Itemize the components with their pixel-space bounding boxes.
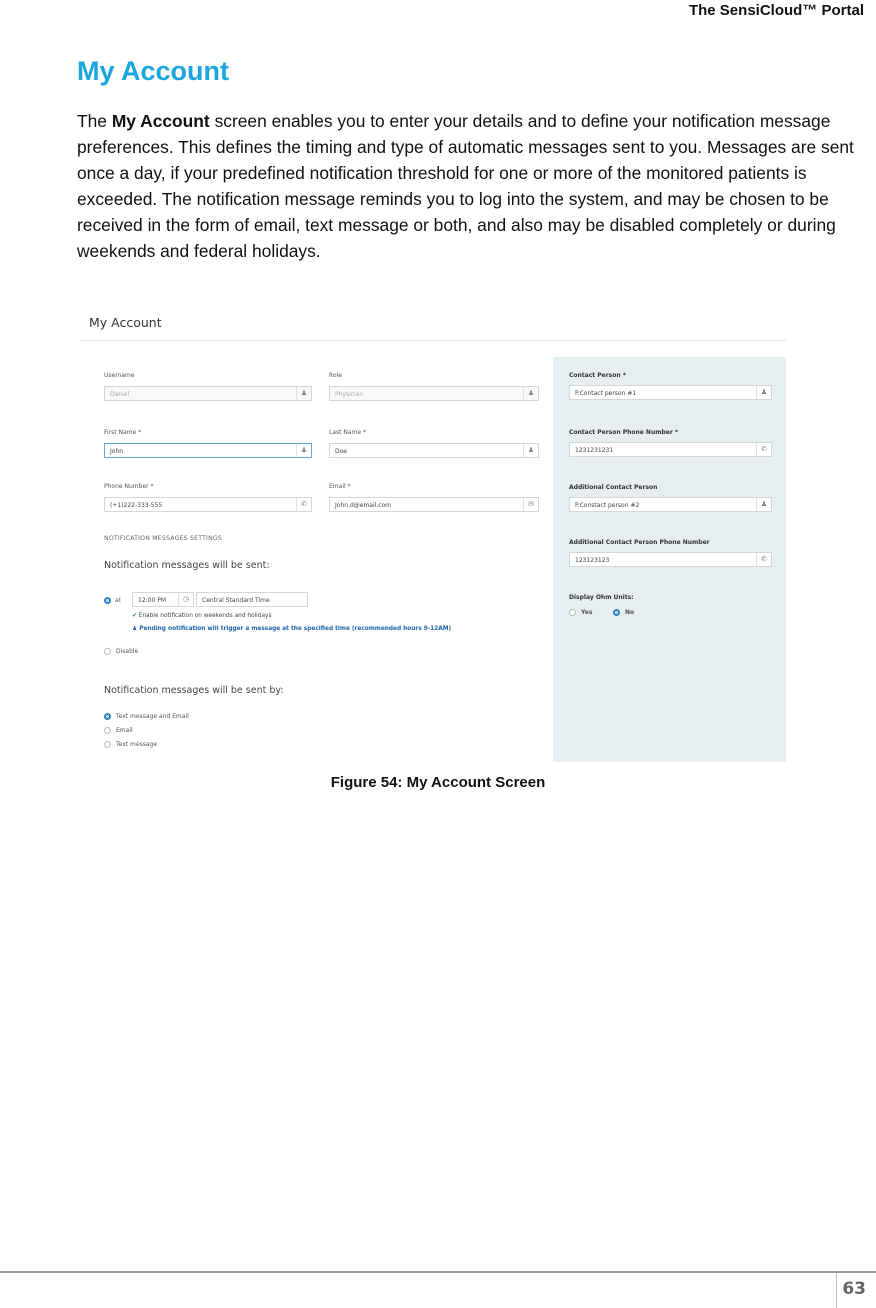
phone-icon: ✆	[296, 498, 311, 511]
mail-icon: ✉	[523, 498, 538, 511]
last-name-input[interactable]: Doe ♟	[329, 443, 539, 458]
username-input[interactable]: Daniel ♟	[104, 386, 312, 401]
additional-contact-input[interactable]: P.Constact person #2 ♟	[569, 497, 772, 512]
person-icon: ♟	[296, 444, 311, 457]
running-header: The SensiCloud™ Portal	[688, 2, 864, 19]
radio-disable[interactable]	[104, 648, 111, 655]
sent-by-title: Notification messages will be sent by:	[104, 685, 284, 696]
phone-label: Phone Number *	[104, 483, 154, 490]
person-icon: ♟	[756, 386, 771, 399]
last-name-label: Last Name *	[329, 429, 367, 436]
additional-contact-label: Additional Contact Person	[569, 484, 658, 491]
notification-settings-heading: NOTIFICATION MESSAGES SETTINGS	[104, 535, 223, 542]
timezone-select[interactable]: Central Standard Time	[196, 592, 308, 607]
at-label: at	[115, 597, 122, 604]
my-account-screenshot	[81, 310, 786, 762]
units-no-label: No	[625, 609, 635, 616]
phone-input[interactable]: (+1)222-333-555 ✆	[104, 497, 312, 512]
contact-phone-label: Contact Person Phone Number *	[569, 429, 679, 436]
check-icon: ✔	[132, 613, 137, 619]
additional-phone-label: Additional Contact Person Phone Number	[569, 539, 710, 546]
radio-units-no[interactable]	[613, 609, 620, 616]
radio-text-and-email[interactable]	[104, 713, 111, 720]
footer-divider	[0, 1271, 876, 1273]
figure-caption: Figure 54: My Account Screen	[330, 774, 546, 791]
pending-note: ♟ Pending notification will trigger a message at the specified time (recommended hours 9-12AM)	[132, 626, 452, 632]
radio-units-yes[interactable]	[569, 609, 576, 616]
first-name-input[interactable]: John ♟	[104, 443, 312, 458]
display-units-label: Display Ohm Units:	[569, 594, 634, 601]
screen-title: My Account	[89, 315, 162, 330]
radio-email[interactable]	[104, 727, 111, 734]
weekends-checkbox-row[interactable]: ✔ Enable notification on weekends and holidays	[132, 613, 272, 619]
page-number-divider	[836, 1273, 837, 1308]
intro-paragraph: The My Account screen enables you to enter your details and to define your notification message preferences. This defines the timing and type of automatic messages sent to you. Messages are sent once a day, if your predefined notification threshold for one or more of the monitored patients is exceeded. The notification message reminds you to log into the system, and may be chosen to be received in the form of email, text message or both, and also may be disabled completely or during weekends and federal holidays.	[77, 111, 854, 261]
email-input[interactable]: John.d@email.com ✉	[329, 497, 539, 512]
section-title: My Account	[77, 56, 230, 86]
role-label: Role	[329, 372, 342, 379]
title-divider	[81, 340, 786, 341]
person-icon: ♟	[296, 387, 311, 400]
person-icon: ♟	[523, 444, 538, 457]
time-input[interactable]: 12:00 PM ◷	[132, 592, 194, 607]
contact-phone-input[interactable]: 1231231231 ✆	[569, 442, 772, 457]
radio-at-time[interactable]	[104, 597, 111, 604]
role-input[interactable]: Physician ♟	[329, 386, 539, 401]
account-form	[81, 350, 551, 762]
first-name-label: First Name *	[104, 429, 142, 436]
clock-icon: ◷	[178, 593, 193, 606]
person-icon: ♟	[523, 387, 538, 400]
units-yes-label: Yes	[581, 609, 593, 616]
bold-term: My Account	[111, 111, 210, 131]
contact-person-label: Contact Person *	[569, 372, 626, 379]
contact-person-input[interactable]: P.Contact person #1 ♟	[569, 385, 772, 400]
sent-when-title: Notification messages will be sent:	[104, 560, 270, 571]
disable-label: Disable	[116, 648, 139, 655]
option-email: Email	[116, 727, 133, 734]
page-number: 63	[842, 1279, 866, 1299]
phone-icon: ✆	[756, 443, 771, 456]
additional-phone-input[interactable]: 123123123 ✆	[569, 552, 772, 567]
person-icon: ♟	[756, 498, 771, 511]
option-text-message: Text message	[116, 741, 158, 748]
phone-icon: ✆	[756, 553, 771, 566]
email-label: Email *	[329, 483, 351, 490]
option-text-and-email: Text message and Email	[116, 713, 189, 720]
info-icon: ♟	[132, 626, 138, 632]
contact-panel	[553, 357, 786, 762]
username-label: Username	[104, 372, 135, 379]
radio-text-message[interactable]	[104, 741, 111, 748]
